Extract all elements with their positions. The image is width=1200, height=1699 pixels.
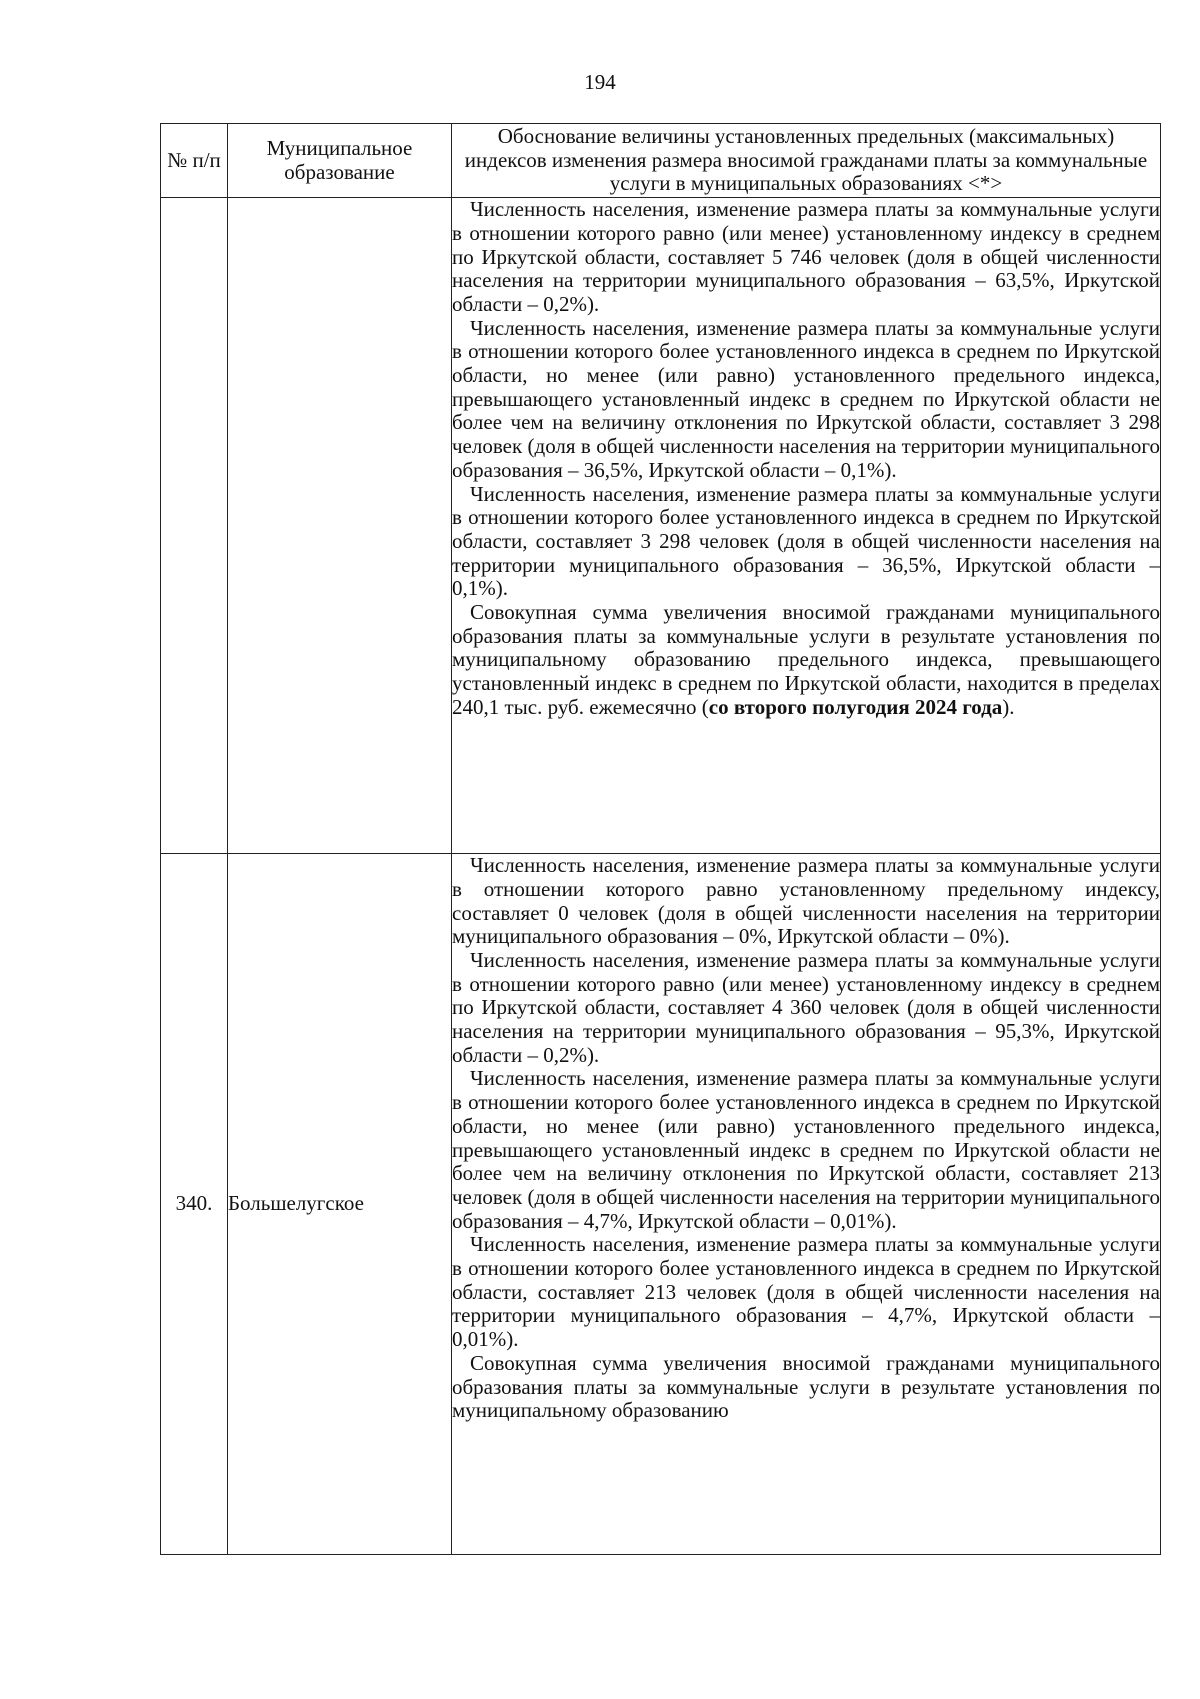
row-justification [452, 198, 1161, 854]
table-header-row [161, 124, 1161, 198]
row-municipality [228, 198, 452, 854]
paragraph: Численность населения, изменение размера платы за коммунальные услуги в отношении которого равно (или менее) установленному индексу в среднем по Иркутской области, составляет 5 746 человек (доля в общей численности населения на территории муниципального образования – 63,5%, Иркутской области – 0,2%). [452, 197, 1160, 316]
row-municipality: Большелугское [228, 854, 452, 1555]
paragraph: Численность населения, изменение размера платы за коммунальные услуги в отношении которого более установленного индекса в среднем по Иркутской области, но менее (или равно) установленного предельного индекса, превышающего установленный индекс в среднем по Иркутской области не более чем на величину отклонения по Иркутской области, составляет 213 человек (доля в общей численности населения на территории муниципального образования – 4,7%, Иркутской области – 0,01%). [452, 1066, 1160, 1233]
header-number: № п/п [161, 124, 228, 198]
row-justification [452, 854, 1161, 1555]
row-number: 340. [161, 854, 228, 1555]
page-number: 194 [584, 70, 616, 94]
paragraph-total-text: Совокупная сумма увеличения вносимой гражданами муниципального образования платы за коммунальные услуги в результате установления по муниципальному образованию предельного индекса, превышающего установленный индекс в среднем по Иркутской области, находится в пределах 240,1 тыс. руб. ежемесячно ( [452, 600, 1160, 719]
paragraph-total-bold: со второго полугодия 2024 года [708, 694, 1003, 719]
paragraph-total [452, 601, 1160, 720]
paragraph: Совокупная сумма увеличения вносимой гражданами муниципального образования платы за коммунальные услуги в результате установления по муниципальному образованию [452, 1350, 1160, 1423]
table-row [161, 854, 1161, 1555]
header-municipality: Муниципальное образование [228, 124, 452, 198]
row-number [161, 198, 228, 854]
justification-table [160, 123, 1161, 1555]
paragraph-total-end: ). [1002, 694, 1015, 719]
paragraph: Численность населения, изменение размера платы за коммунальные услуги в отношении которого равно установленному предельному индексу, составляет 0 человек (доля в общей численности населения на территории муниципального образования – 0%, Иркутской области – 0%). [452, 853, 1160, 949]
paragraph: Численность населения, изменение размера платы за коммунальные услуги в отношении которого более установленного индекса в среднем по Иркутской области, но менее (или равно) установленного предельного индекса, превышающего установленный индекс в среднем по Иркутской области не более чем на величину отклонения по Иркутской области, составляет 3 298 человек (доля в общей численности населения на территории муниципального образования – 36,5%, Иркутской области – 0,1%). [452, 315, 1160, 482]
table-row [161, 198, 1161, 854]
paragraph: Численность населения, изменение размера платы за коммунальные услуги в отношении которого равно (или менее) установленному индексу в среднем по Иркутской области, составляет 4 360 человек (доля в общей численности населения на территории муниципального образования – 95,3%, Иркутской области – 0,2%). [452, 947, 1160, 1067]
header-justification: Обоснование величины установленных предельных (максимальных) индексов изменения размера вносимой гражданами платы за коммунальные услуги в муниципальных образованиях <*> [452, 124, 1161, 198]
paragraph: Численность населения, изменение размера платы за коммунальные услуги в отношении которого более установленного индекса в среднем по Иркутской области, составляет 3 298 человек (доля в общей численности населения на территории муниципального образования – 36,5%, Иркутской области – 0,1%). [452, 481, 1160, 601]
paragraph: Численность населения, изменение размера платы за коммунальные услуги в отношении которого более установленного индекса в среднем по Иркутской области, составляет 213 человек (доля в общей численности населения на территории муниципального образования – 4,7%, Иркутской области – 0,01%). [452, 1232, 1160, 1352]
